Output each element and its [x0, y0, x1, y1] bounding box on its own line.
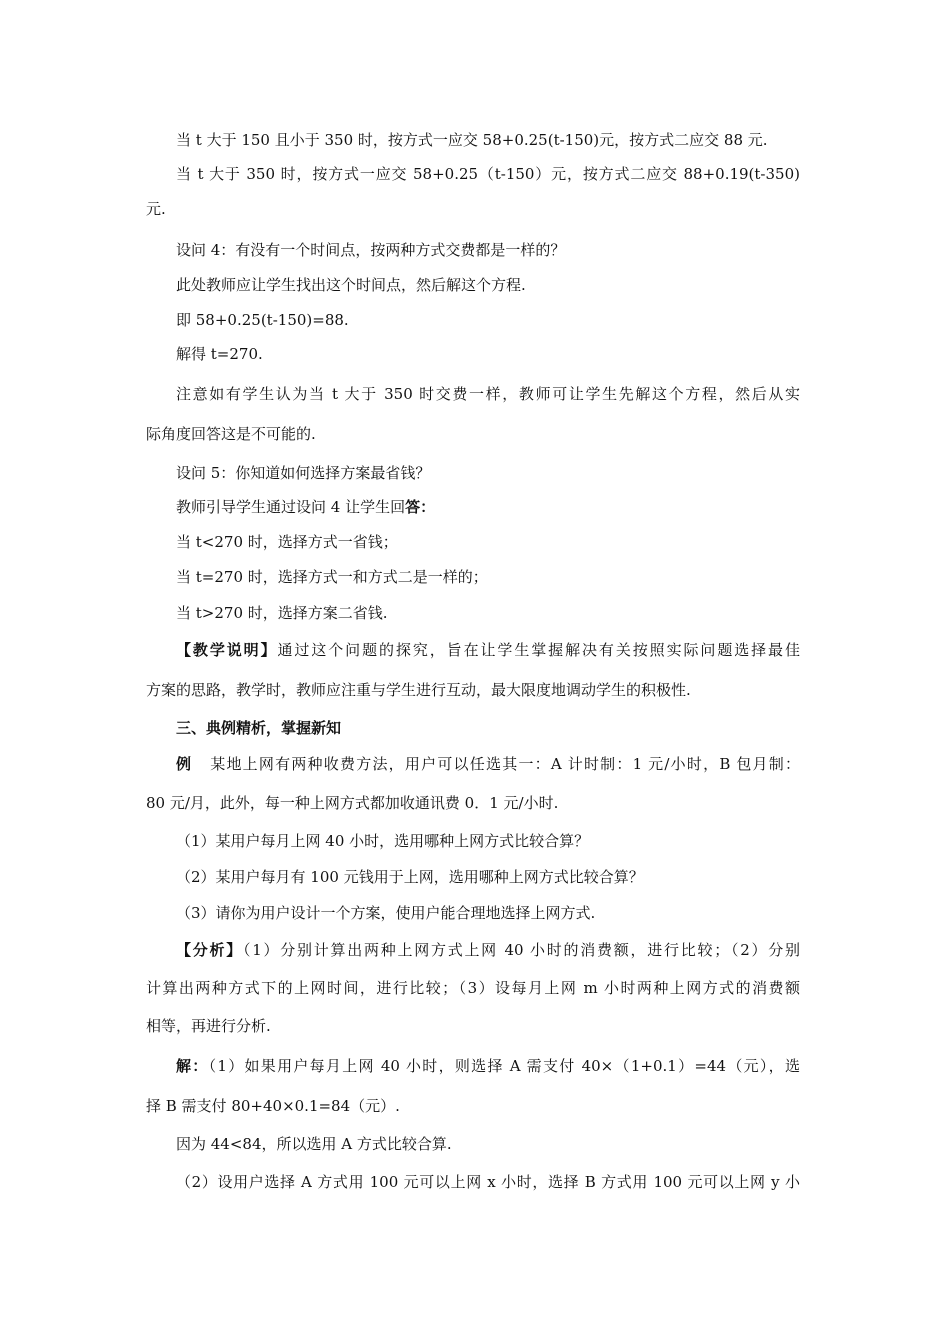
- example-label: 例: [176, 755, 193, 773]
- paragraph-line: 此处教师应让学生找出这个时间点，然后解这个方程.: [176, 276, 526, 294]
- paragraph-line: [176, 497, 435, 517]
- paragraph-line: 80 元/月，此外，每一种上网方式都加收通讯费 0．1 元/小时.: [146, 794, 559, 812]
- analysis-text: （1）分别计算出两种上网方式上网 40 小时的消费额，进行比较；（2）分别: [242, 941, 800, 959]
- paragraph-text: 教师引导学生通过设问 4 让学生回: [176, 498, 406, 516]
- teaching-note-label: 【教学说明】: [176, 641, 278, 659]
- equation-line: 即 58+0.25(t-150)=88.: [176, 311, 349, 329]
- answer-line: 当 t<270 时，选择方式一省钱；: [176, 533, 398, 551]
- example-line: [176, 754, 800, 774]
- paragraph-line: 择 B 需支付 80+40×0.1=84（元）.: [146, 1097, 400, 1115]
- question-4: 设问 4：有没有一个时间点，按两种方式交费都是一样的？: [176, 241, 566, 259]
- paragraph-line: 注意如有学生认为当 t 大于 350 时交费一样，教师可让学生先解这个方程，然后从实: [176, 385, 800, 403]
- analysis-label: 【分析】: [176, 941, 243, 959]
- paragraph-line: 当 t 大于 350 时，按方式一应交 58+0.25（t-150）元，按方式二应交 88+0.19(t-350): [176, 165, 800, 183]
- sub-question-1: （1）某用户每月上网 40 小时，选用哪种上网方式比较合算？: [176, 832, 590, 850]
- question-5: 设问 5：你知道如何选择方案最省钱？: [176, 464, 431, 482]
- paragraph-line: 际角度回答这是不可能的.: [146, 425, 316, 443]
- answer-line: 当 t>270 时，选择方案二省钱.: [176, 604, 388, 622]
- paragraph-line: 当 t 大于 150 且小于 350 时，按方式一应交 58+0.25(t-150)元，按方式二应交 88 元.: [176, 131, 768, 149]
- solution-line: 解得 t=270.: [176, 345, 263, 363]
- teaching-note: [176, 640, 800, 660]
- sub-question-3: （3）请你为用户设计一个方案，使用户能合理地选择上网方式.: [176, 904, 596, 922]
- analysis-line: [176, 940, 800, 960]
- paragraph-line: 相等，再进行分析.: [146, 1017, 271, 1035]
- example-text: 某地上网有两种收费方法，用户可以任选其一：A 计时制：1 元/小时，B 包月制：: [210, 755, 800, 773]
- paragraph-line: （2）设用户选择 A 方式用 100 元可以上网 x 小时，选择 B 方式用 100 元可以上网 y 小: [176, 1173, 800, 1191]
- answer-label: 答：: [405, 498, 436, 516]
- paragraph-line: 元.: [146, 200, 166, 218]
- paragraph-line: 方案的思路，教学时，教师应注重与学生进行互动，最大限度地调动学生的积极性.: [146, 681, 691, 699]
- sub-question-2: （2）某用户每月有 100 元钱用于上网，选用哪种上网方式比较合算？: [176, 868, 644, 886]
- teaching-note-text: 通过这个问题的探究，旨在让学生掌握解决有关按照实际问题选择最佳: [277, 641, 800, 659]
- answer-line: 当 t=270 时，选择方式一和方式二是一样的；: [176, 568, 488, 586]
- paragraph-line: 因为 44<84，所以选用 A 方式比较合算.: [176, 1135, 452, 1153]
- paragraph-line: 计算出两种方式下的上网时间，进行比较；（3）设每月上网 m 小时两种上网方式的消费额: [146, 979, 800, 997]
- section-heading: 三、典例精析，掌握新知: [176, 719, 342, 737]
- solution-text: （1）如果用户每月上网 40 小时，则选择 A 需支付 40×（1+0.1）=44（元），选: [208, 1057, 800, 1075]
- solution-line: [176, 1056, 800, 1076]
- solution-label: 解：: [176, 1057, 209, 1075]
